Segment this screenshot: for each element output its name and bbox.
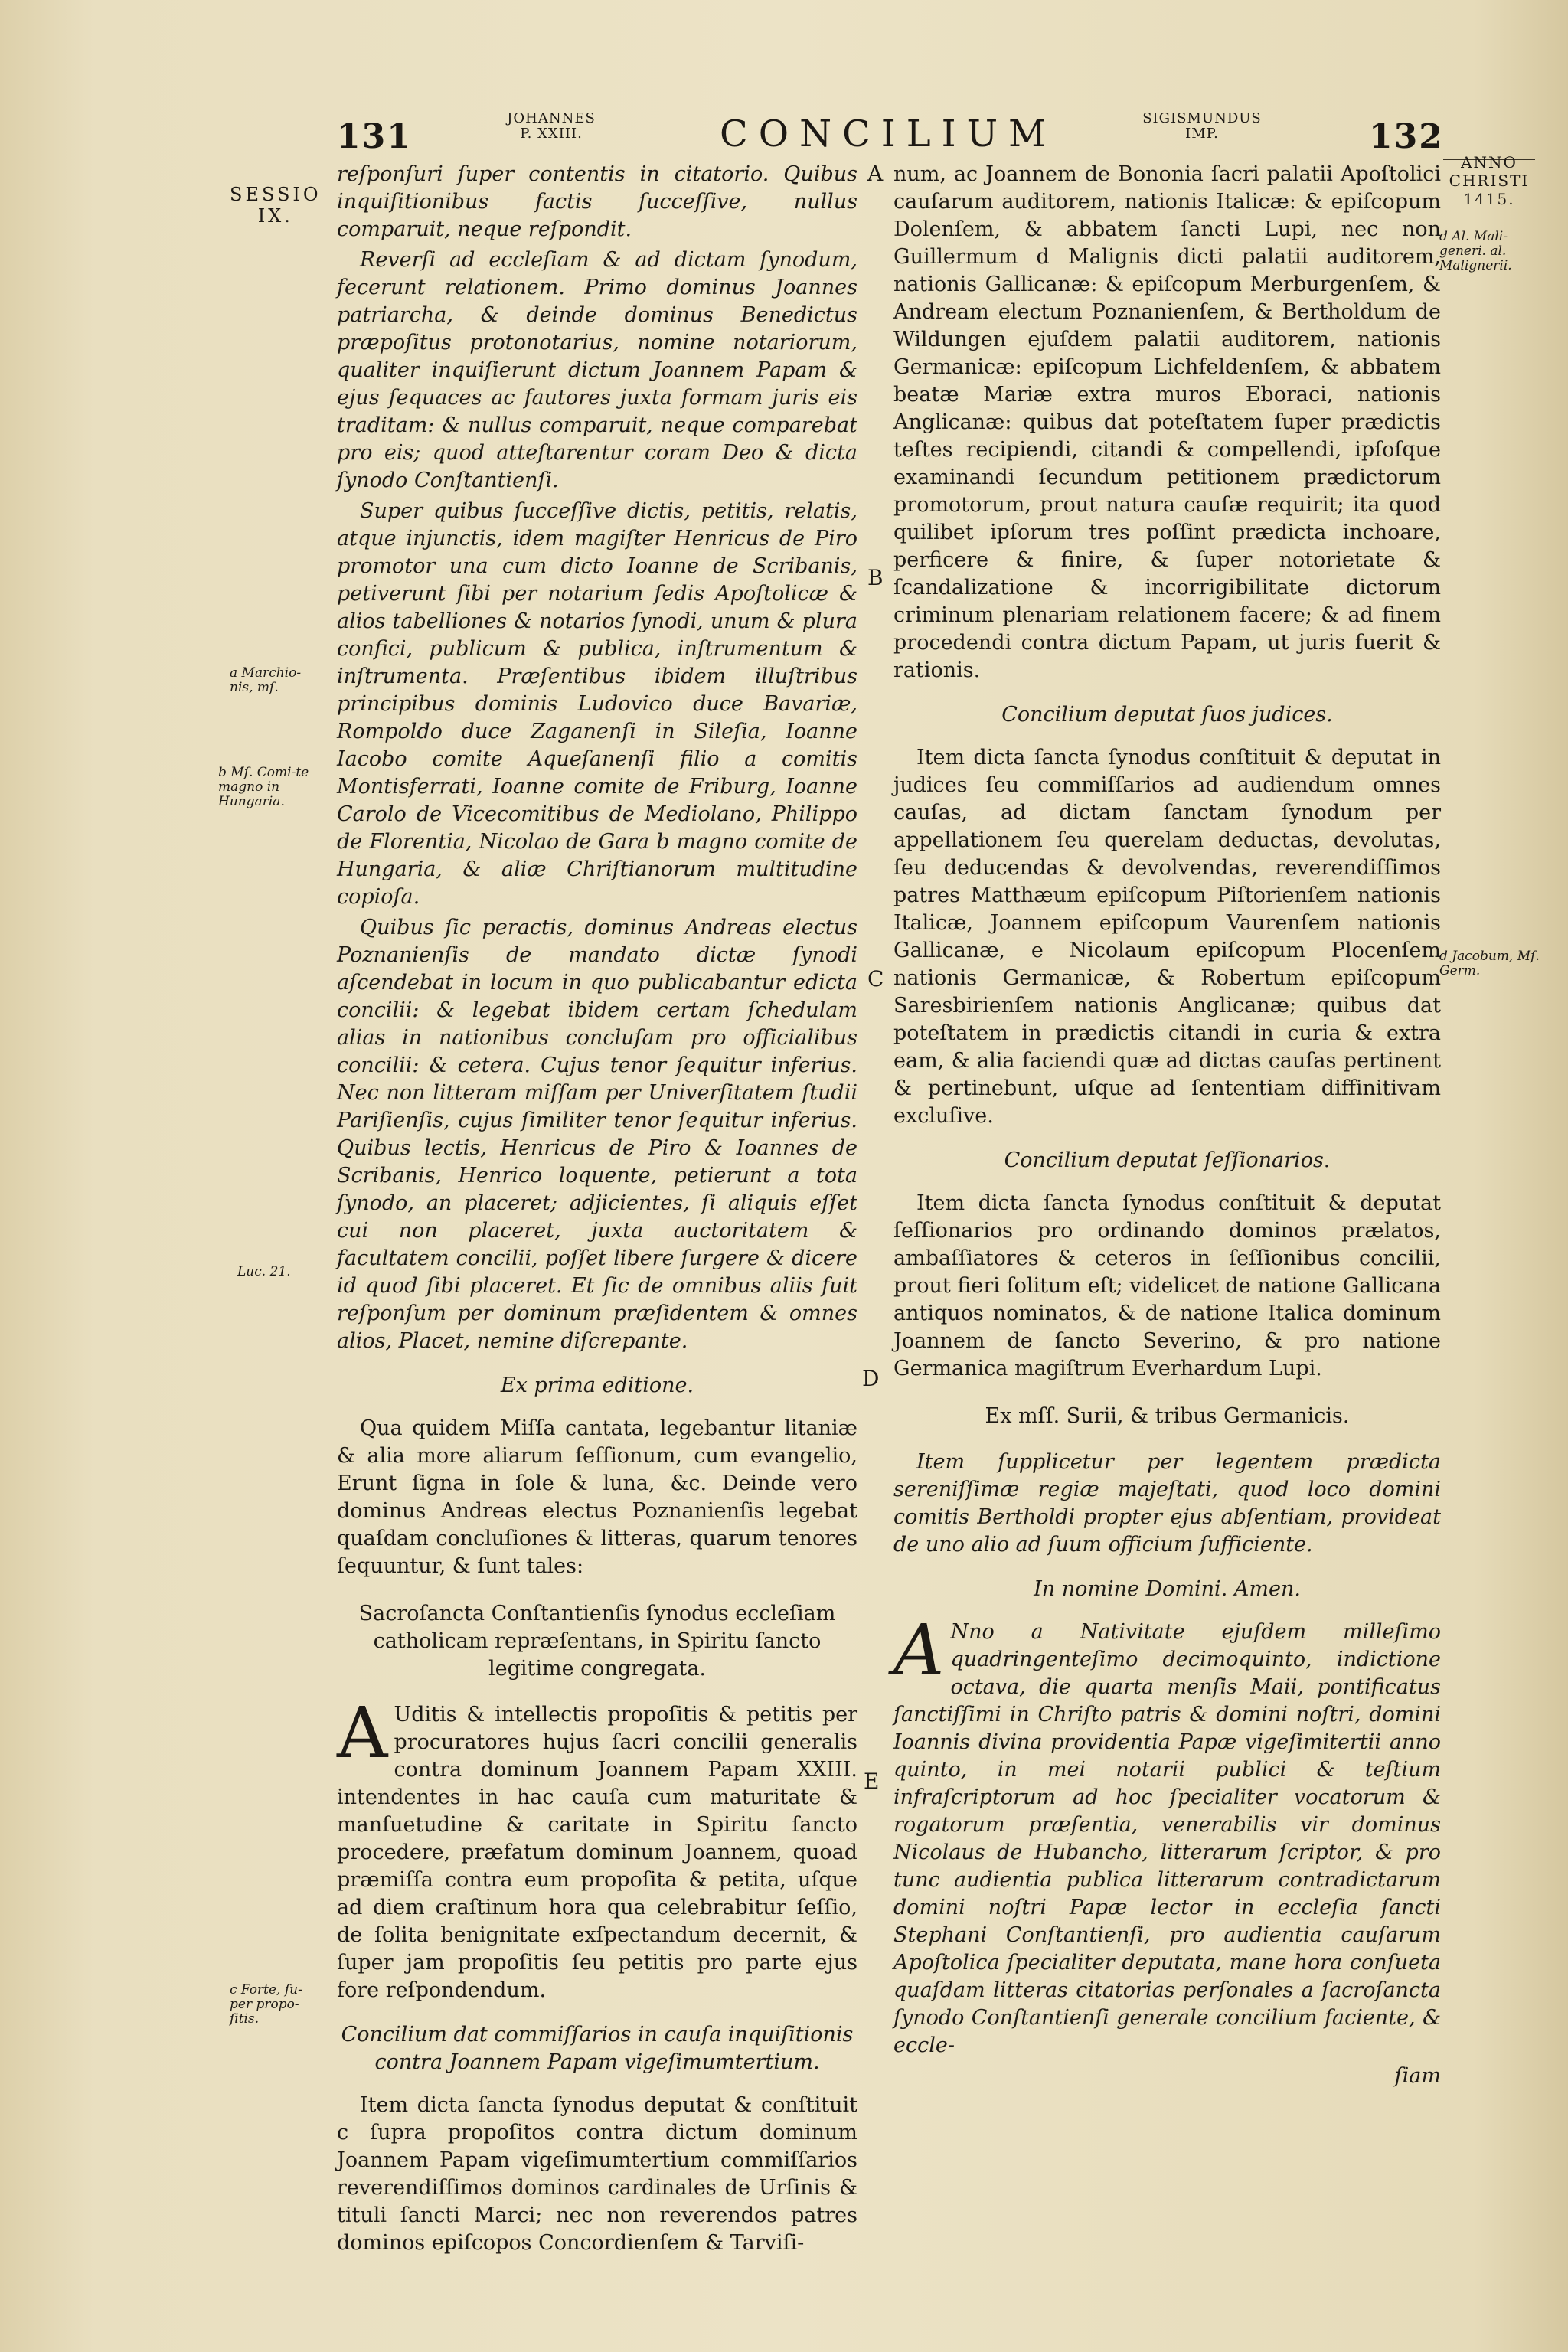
running-head-left-line2: P. XXIII. — [520, 126, 583, 142]
page-number-right: 132 — [1369, 117, 1444, 156]
right-heading-1: Concilium deputat ſuos judices. — [1001, 703, 1333, 727]
margin-note-c: c Forte, ſu-per propo-ſitis. — [230, 1982, 302, 2027]
right-heading-4: In nomine Domini. Amen. — [1034, 1577, 1301, 1601]
right-paragraph-5-text: Nno a Nativitate ejuſdem milleſimo quadringenteſimo decimoquinto, indictione octava, die quarta menſis Maii, pontificatus ſanctiſſimi in Chriſto patris & domini noſtri, domini Ioannis divina providentia Papæ vigeſimitertii anno quinto, in mei notarii publici & teſtium infraſcriptorum ad hoc ſpecialiter vocatorum & rogatorum præſentia, venerabilis vir dominus Nicolaus de Hubancho, litterarum ſcriptor, & pro tunc audientia publica litterarum contradictarum domini noſtri Papæ lector in eccleſia ſancti Stephani Conſtantienſi, pro audientia cauſarum Apoſtolica ſpecialiter deputata, mane hora conſueta quaſdam litteras citatorias perſonales a ſacroſancta ſynodo Conſtantienſi generale concilium faciente, & eccle- — [893, 1620, 1441, 2057]
left-heading-2: Concilium dat commiſſarios in cauſa inquiſitionis contra Joannem Papam vigeſimumtertium. — [341, 2023, 854, 2074]
margin-note-luc: Luc. 21. — [237, 1264, 291, 1279]
section-letter-d: D — [862, 1366, 880, 1391]
session-label-line2: IX. — [257, 205, 293, 227]
margin-note-d-jacob: d Jacobum, Mſ. Germ. — [1439, 949, 1540, 978]
page-header — [0, 111, 1568, 165]
section-letter-c: C — [867, 966, 884, 991]
session-label-line1: SESSIO — [230, 184, 322, 205]
left-paragraph-7-text: Uditis & intellectis propoſitis & petitis per procuratores hujus ſacri concilii generalis contra dominum Joannem Papam XXIII. intendentes in hac cauſa cum maturitate & manſuetudine & caritate in Spiritu ſancto procedere, præfatum dominum Joannem, quoad præmiſſa contra eum propoſita & petita, uſque ad diem craſtinum hora qua celebrabitur ſeſſio, de ſolita benignitate exſpectandum decernit, & ſuper jam propoſitis ſeu petitis pro parte ejus fore reſpondendum. — [337, 1703, 858, 2002]
right-paragraph-5 — [893, 1609, 1441, 2060]
left-paragraph-8: Item dicta ſancta ſynodus deputat & conſtituit c ſupra propoſitos contra dictum dominum Joannem Papam vigeſimumtertium commiſſarios reverendiſſimos dominos cardinales de Urſinis & tituli ſancti Marci; nec non reverendos patres dominos epiſcopos Concordienſem & Tarviſi- — [337, 2093, 858, 2255]
running-head-left — [498, 111, 605, 142]
page-number-left: 131 — [337, 117, 412, 156]
right-paragraph-4: Item ſupplicetur per legentem prædicta sereniſſimæ regiæ majeſtati, quod loco domini comitis Bertholdi propter ejus abſentiam, provideat de uno alio ad ſuum officium ſufficiente. — [893, 1450, 1441, 1557]
left-heading-1: Ex prima editione. — [500, 1374, 694, 1397]
right-paragraph-1: num, ac Joannem de Bononia ſacri palatii Apoſtolici cauſarum auditorem, nationis Italicæ: & epiſcopum Dolenſem, & abbatem ſancti Lupi, nec non Guillermum d Malignis dicti palatii auditorem, nationis Gallicanæ: & epiſcopum Merburgenſem, & Andream electum Poznanienſem, & Bertholdum de Wildungen ejuſdem palatii auditorem, nationis Germanicæ: epiſcopum Lichfeldenſem, & abbatem beatæ Mariæ extra muros Eboraci, nationis Anglicanæ: quibus dat poteſtatem ſuper prædictis teſtes recipiendi, citandi & compellendi, ipſoſque examinandi ſecundum petitionem prædictorum promotorum, prout natura cauſæ requirit; ita quod quilibet ipſorum tres poſſint prædicta inchoare, perficere & finire, & ſuper notorietate & ſcandalizatione & incorrigibilitate dictorum criminum plenariam relationem facere; & ad finem procedendi contra dictum Papam, ut juris fuerit & rationis. — [893, 162, 1441, 682]
left-paragraph-4: Quibus ſic peractis, dominus Andreas electus Poznanienſis de mandato dictæ ſynodi aſcendebat in locum in quo publicabantur edicta concilii: & legebat ibidem certam ſchedulam alias in nationibus concluſam pro officialibus concilii: & cetera. Cujus tenor ſequitur inferius. Nec non litteram miſſam per Univerſitatem ſtudii Pariſienſis, cujus ſimiliter tenor ſequitur inferius. Quibus lectis, Henricus de Piro & Ioannes de Scribanis, Henrico loquente, petierunt a tota ſynodo, an placeret; adjicientes, ſi aliquis eſſet cui non placeret, juxta auctoritatem & facultatem concilii, poſſet libere ſurgere & dicere id quod ſibi placeret. Et ſic de omnibus aliis fuit reſponſum per dominum præſidentem & omnes alios, Placet, nemine diſcrepante. — [337, 916, 858, 1353]
year-label — [1439, 153, 1539, 208]
drop-cap-right: A — [893, 1609, 945, 1691]
running-head-right-line1: SIGISMUNDUS — [1142, 110, 1262, 126]
right-catchword: ſiam — [1394, 2064, 1441, 2088]
session-label — [230, 184, 322, 227]
right-paragraph-3: Item dicta ſancta ſynodus conſtituit & deputat ſeſſionarios pro ordinando dominos prælatos, ambaſſiatores & ceteros in ſeſſionibus concilii, prout fieri ſolitum eſt; videlicet de natione Gallicana antiquos nominatos, & de natione Italica dominum Joannem de ſancto Severino, & pro natione Germanica magiſtrum Everhardum Lupi. — [893, 1191, 1441, 1380]
year-label-line3: 1415. — [1463, 190, 1515, 208]
margin-note-b: b Mſ. Comi-te magno in Hungaria. — [218, 765, 309, 809]
right-paragraph-2: Item dicta ſancta ſynodus conſtituit & deputat in judices ſeu commiſſarios ad audiendum omnes cauſas, ad dictam ſanctam ſynodum per appellationem ſeu querelam deductas, devolutas, ſeu deducendas & devolvendas, reverendiſſimos patres Matthæum epiſcopum Piſtorienſem nationis Italicæ, Joannem epiſcopum Vaurenſem nationis Gallicanæ, e Nicolaum epiſcopum Plocenſem nationis Germanicæ, & Robertum epiſcopum Saresbirienſem nationis Anglicanæ; quibus dat poteſtatem in prædictis citandi in curia & extra eam, & alia faciendi quæ ad dictas cauſas pertinent & pertinebunt, uſque ad ſententiam diffinitivam excluſive. — [893, 746, 1441, 1128]
left-paragraph-5: Qua quidem Miſſa cantata, legebantur litaniæ & alia more aliarum ſeſſionum, cum evangelio, Erunt ſigna in ſole & luna, &c. Deinde vero dominus Andreas electus Poznanienſis legebat quaſdam concluſiones & litteras, quarum tenores ſequuntur, & ſunt tales: — [337, 1416, 858, 1578]
margin-note-a: a Marchio-nis, mſ. — [230, 665, 302, 695]
right-heading-2: Concilium deputat ſeſſionarios. — [1004, 1148, 1331, 1172]
running-head-right-line2: IMP. — [1185, 126, 1219, 142]
left-column — [337, 161, 858, 2260]
section-letter-e: E — [864, 1769, 880, 1794]
left-paragraph-6: Sacroſancta Conſtantienſis ſynodus eccleſiam catholicam repræſentans, in Spiritu ſancto legitime congregata. — [358, 1602, 836, 1681]
left-paragraph-1: reſponſuri ſuper contentis in citatorio. Quibus inquiſitionibus factis ſucceſſive, nullus comparuit, neque reſpondit. — [337, 162, 858, 241]
section-letter-b: B — [867, 565, 884, 590]
left-paragraph-7 — [337, 1692, 858, 2004]
running-head-left-line1: JOHANNES — [507, 110, 596, 126]
year-label-line2: CHRISTI — [1449, 172, 1530, 190]
left-paragraph-2: Reverſi ad eccleſiam & ad dictam ſynodum, fecerunt relationem. Primo dominus Joannes patriarcha, & deinde dominus Benedictus præpoſitus protonotarius, nomine notariorum, qualiter inquiſierunt dictum Joannem Papam & ejus ſequaces ac fautores juxta formam juris eis traditam: & nullus comparuit, neque comparebat pro eis; quod atteſtarentur coram Deo & dicta ſynodo Conſtantienſi. — [337, 248, 858, 492]
right-heading-3: Ex mſſ. Surii, & tribus Germanicis. — [985, 1404, 1350, 1428]
section-letter-a: A — [867, 161, 884, 186]
page-title: CONCILIUM — [720, 113, 1057, 155]
running-head-right — [1114, 111, 1290, 142]
left-paragraph-3: Super quibus ſucceſſive dictis, petitis, relatis, atque injunctis, idem magiſter Henricus de Piro promotor una cum dicto Ioanne de Scribanis, petiverunt ſibi per notarium ſedis Apoſtolicæ & alios tabelliones & notarios ſynodi, unum & plura confici, publicum & publica, inſtrumentum & inſtrumenta. Præſentibus ibidem illuſtribus principibus dominis Ludovico duce Bavariæ, Rompoldo duce Zaganenſi in Sileſia, Ioanne Iacobo comite Aqueſanenſi filio a comitis Montisferrati, Ioanne comite de Friburg, Ioanne Carolo de Vicecomitibus de Mediolano, Philippo de Florentia, Nicolao de Gara b magno comite de Hungaria, & aliæ Chriſtianorum multitudine copioſa. — [337, 499, 858, 909]
right-column — [893, 161, 1441, 2093]
drop-cap-left: A — [337, 1692, 388, 1774]
year-label-line1: ANNO — [1461, 153, 1517, 172]
margin-note-d-right: d Al. Mali-generi. al. Malignerii. — [1439, 229, 1512, 273]
